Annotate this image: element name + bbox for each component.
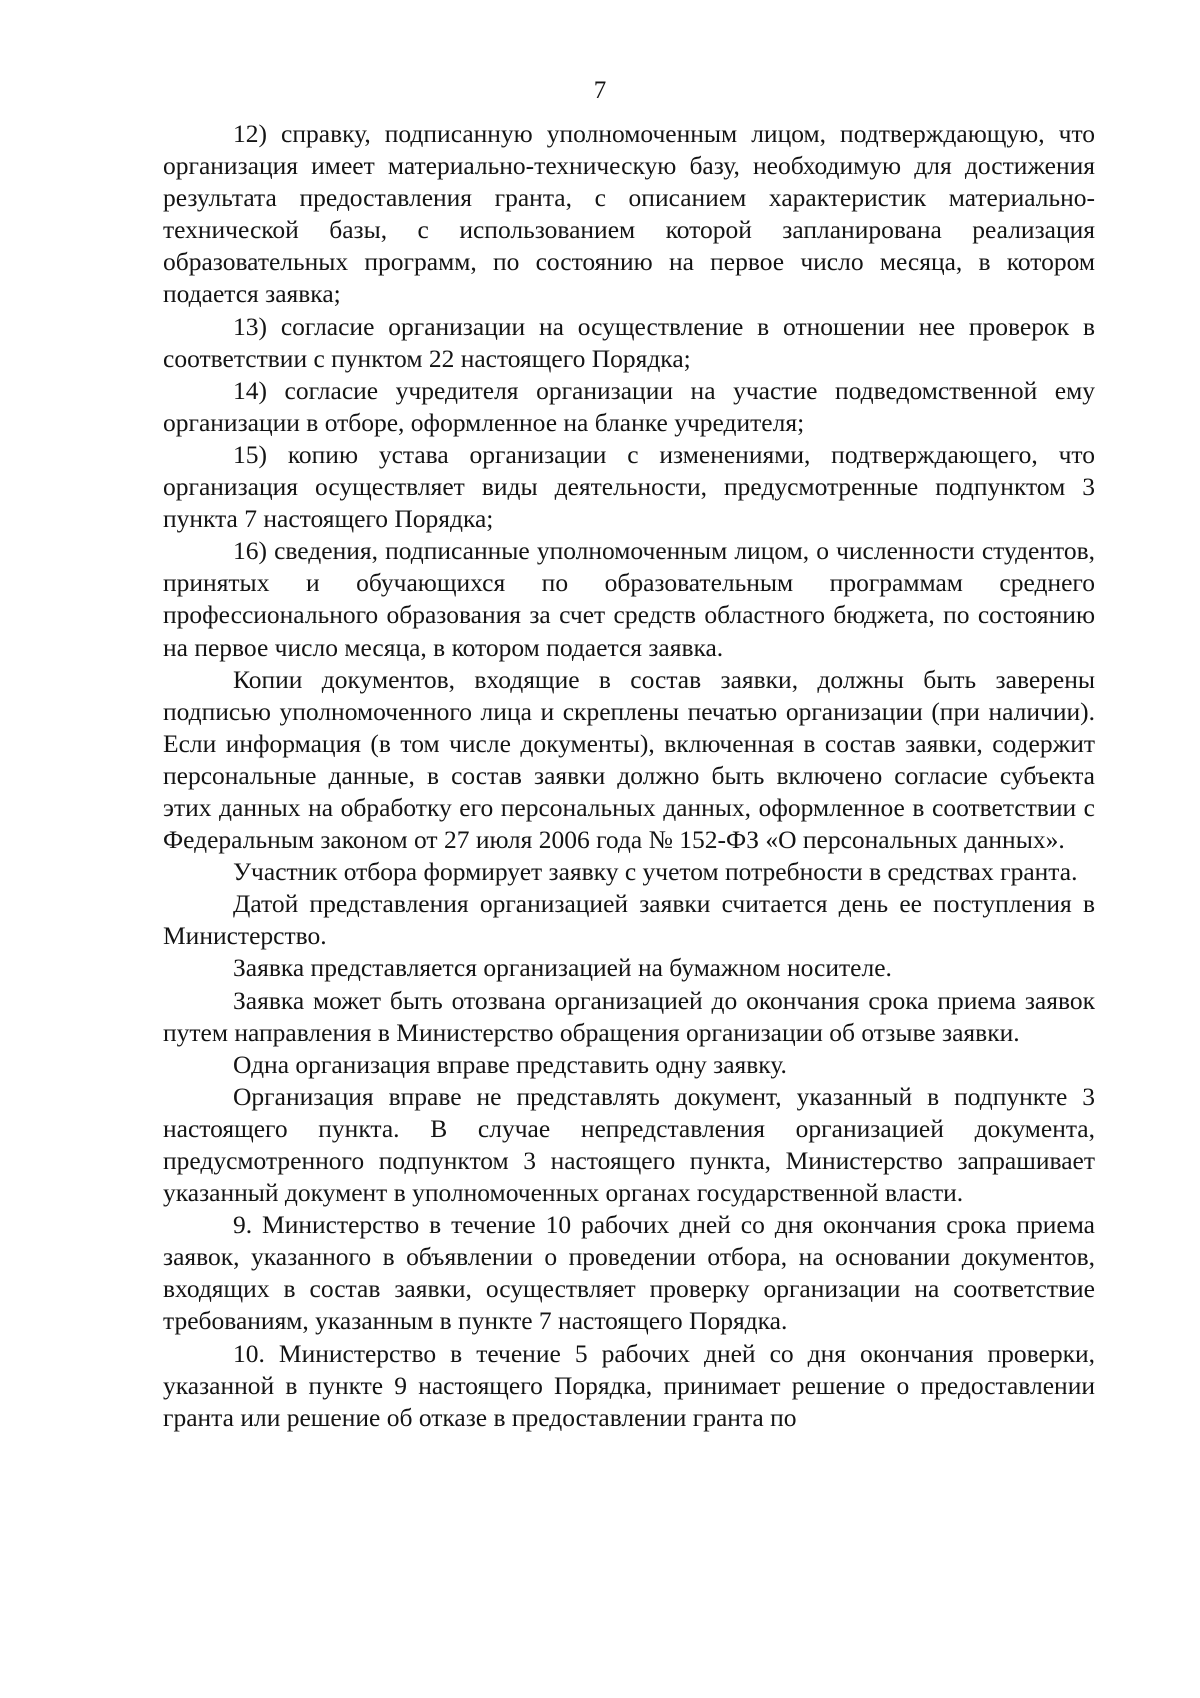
paragraph-grant-needs: Участник отбора формирует заявку с учетом потребности в средствах гранта. (233, 857, 1078, 887)
paragraph-item-13: 13) согласие организации на осуществление в отношении нее проверок в соответствии с пунктом 22 настоящего Порядка; (163, 311, 1095, 373)
paragraph-clause-10: 10. Министерство в течение 5 рабочих дней со дня окончания проверки, указанной в пункте 9 настоящего Порядка, принимает решение о предоставлении гранта или решение об отказе в предоставлении гранта по (163, 1338, 1095, 1432)
paragraph-one-application: Одна организация вправе представить одну заявку. (233, 1049, 787, 1079)
paragraph-withdrawal: Заявка может быть отозвана организацией до окончания срока приема заявок путем направления в Министерство обращения организации об отзыве заявки. (163, 985, 1095, 1047)
paragraph-item-14: 14) согласие учредителя организации на участие подведомственной ему организации в отборе, оформленное на бланке учредителя; (163, 375, 1095, 437)
paragraph-item-16: 16) сведения, подписанные уполномоченным лицом, о численности студентов, принятых и обучающихся по образовательным программам среднего профессионального образования за счет средств областного бюджета, по состоянию на первое число месяца, в котором подается заявка. (163, 536, 1095, 662)
paragraph-item-12: 12) справку, подписанную уполномоченным лицом, подтверждающую, что организация имеет материально-техническую базу, необходимую для достижения результата предоставления гранта, с описанием характеристик материально-технической базы, с использованием которой запланирована реализация образовательных программ, по состоянию на первое число месяца, в котором подается заявка; (163, 119, 1095, 309)
document-body (163, 118, 1095, 1434)
paragraph-item-15: 15) копию устава организации с изменениями, подтверждающего, что организация осуществляет виды деятельности, предусмотренные подпунктом 3 пункта 7 настоящего Порядка; (163, 439, 1095, 534)
paragraph-paper-format: Заявка представляется организацией на бумажном носителе. (233, 953, 892, 983)
paragraph-clause-9: 9. Министерство в течение 10 рабочих дней со дня окончания срока приема заявок, указанного в объявлении о проведении отбора, на основании документов, входящих в состав заявки, осуществляет проверку организации на соответствие требованиям, указанным в пункте 7 настоящего Порядка. (163, 1210, 1095, 1336)
paragraph-document-request: Организация вправе не представлять документ, указанный в подпункте 3 настоящего пункта. В случае непредставления организацией документа, предусмотренного подпунктом 3 настоящего пункта, Министерство запрашивает указанный документ в уполномоченных органах государственной власти. (163, 1081, 1095, 1208)
page-number: 7 (593, 77, 607, 104)
paragraph-document-copies: Копии документов, входящие в состав заявки, должны быть заверены подписью уполномоченного лица и скреплены печатью организации (при наличии). Если информация (в том числе документы), включенная в состав заявки, содержит персональные данные, в состав заявки должно быть включено согласие субъекта этих данных на обработку его персональных данных, оформленное в соответствии с Федеральным законом от 27 июля 2006 года № 152-ФЗ «О персональных данных». (163, 664, 1095, 855)
paragraph-submission-date: Датой представления организацией заявки считается день ее поступления в Министерство. (163, 889, 1095, 951)
